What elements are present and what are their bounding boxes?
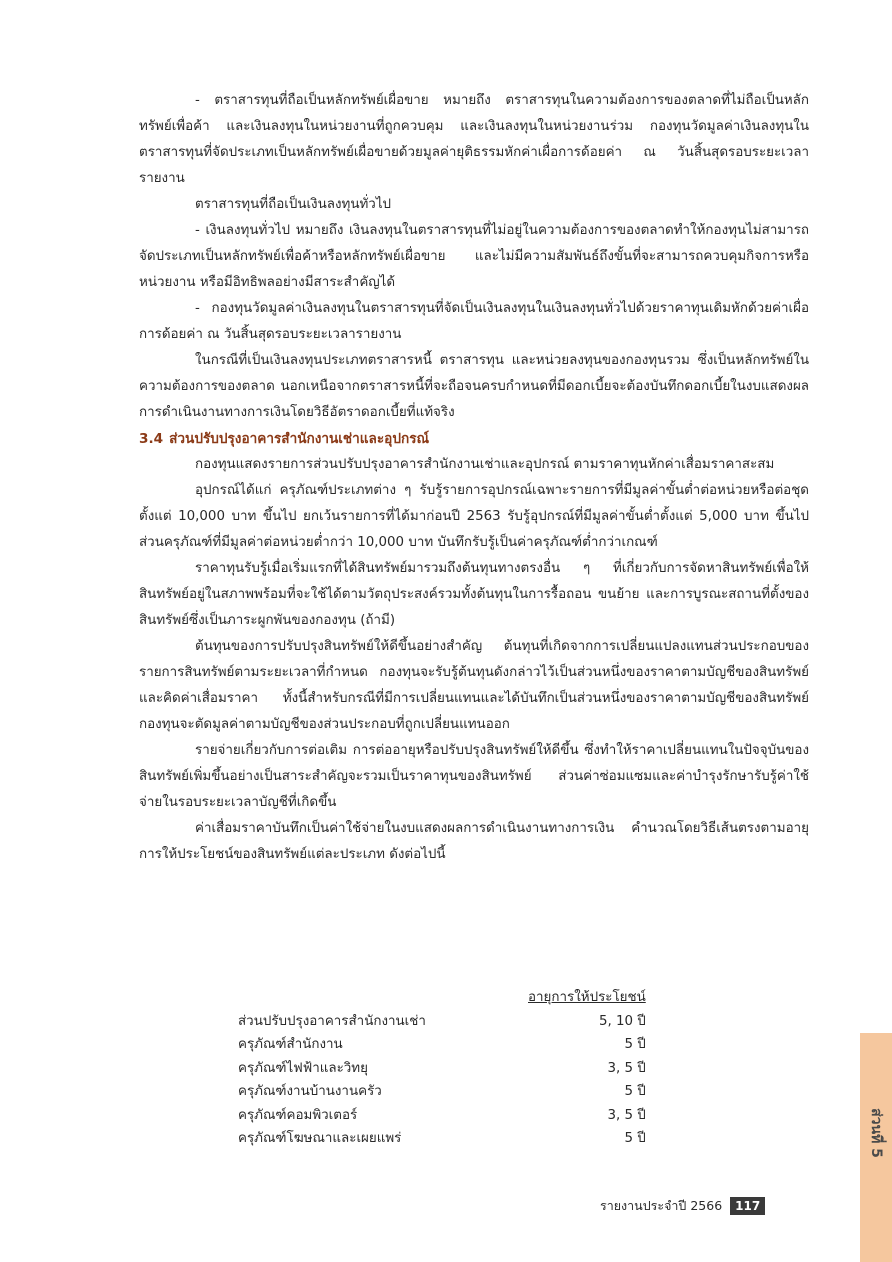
useful-life-table	[238, 986, 646, 1151]
table-row	[238, 1127, 646, 1151]
paragraph-section-intro: กองทุนแสดงรายการส่วนปรับปรุงอาคารสำนักงานเช่าและอุปกรณ์ ตามราคาทุนหักค่าเสื่อมราคาสะสม	[195, 457, 775, 472]
paragraph-general-investment-definition: - เงินลงทุนทั่วไป หมายถึง เงินลงทุนในตราสารทุนที่ไม่อยู่ในความต้องการของตลาดทำให้กองทุนไม่สามารถจัดประเภทเป็นหลักทรัพย์เพื่อค้าหรือหลักทรัพย์เผื่อขาย และไม่มีความสัมพันธ์ถึงขั้นที่จะสามารถควบคุมกิจการหรือหน่วยงาน หรือมีอิทธิพลอย่างมีสาระสำคัญได้	[139, 223, 809, 290]
paragraph-available-for-sale: - ตราสารทุนที่ถือเป็นหลักทรัพย์เผื่อขาย หมายถึง ตราสารทุนในความต้องการของตลาดที่ไม่ถือเป็นหลักทรัพย์เพื่อค้า และเงินลงทุนในหน่วยงานที่ถูกควบคุม และเงินลงทุนในหน่วยงานร่วม กองทุนวัดมูลค่าเงินลงทุนในตราสารทุนที่จัดประเภทเป็นหลักทรัพย์เผื่อขายด้วยมูลค่ายุติธรรมหักค่าเผื่อการด้อยค่า ณ วันสิ้นสุดรอบระยะเวลารายงาน	[139, 93, 809, 186]
paragraph-initial-cost: ราคาทุนรับรู้เมื่อเริ่มแรกที่ได้สินทรัพย์มารวมถึงต้นทุนทางตรงอื่น ๆ ที่เกี่ยวกับการจัดหาสินทรัพย์เพื่อให้สินทรัพย์อยู่ในสภาพพร้อมที่จะใช้ได้ตามวัตถุประสงค์รวมทั้งต้นทุนในการรื้อถอน ขนย้าย และการบูรณะสถานที่ตั้งของสินทรัพย์ซึ่งเป็นภาระผูกพันของกองทุน (ถ้ามี)	[139, 561, 809, 628]
page-footer	[600, 1196, 765, 1216]
table-row	[238, 1104, 646, 1128]
paragraph-extension-expense: รายจ่ายเกี่ยวกับการต่อเติม การต่ออายุหรือปรับปรุงสินทรัพย์ให้ดีขึ้น ซึ่งทำให้ราคาเปลี่ยนแทนในปัจจุบันของสินทรัพย์เพิ่มขึ้นอย่างเป็นสาระสำคัญจะรวมเป็นราคาทุนของสินทรัพย์ ส่วนค่าซ่อมแซมและค่าบำรุงรักษารับรู้ค่าใช้จ่ายในรอบระยะเวลาบัญชีที่เกิดขึ้น	[139, 743, 809, 810]
section-title: ส่วนปรับปรุงอาคารสำนักงานเช่าและอุปกรณ์	[169, 431, 430, 447]
useful-life-value: 3, 5 ปี	[607, 1107, 646, 1123]
useful-life-value: 5, 10 ปี	[598, 1013, 646, 1029]
asset-name: ครุภัณฑ์ไฟฟ้าและวิทยุ	[238, 1060, 368, 1076]
useful-life-value: 3, 5 ปี	[607, 1060, 646, 1076]
useful-life-value: 5 ปี	[624, 1037, 646, 1052]
table-row	[238, 1080, 646, 1104]
report-label: รายงานประจำปี 2566	[600, 1198, 723, 1213]
document-body	[139, 88, 809, 868]
paragraph-equipment-threshold: อุปกรณ์ได้แก่ ครุภัณฑ์ประเภทต่าง ๆ รับรู้รายการอุปกรณ์เฉพาะรายการที่มีมูลค่าขั้นต่ำต่อหน่วยหรือต่อชุด ตั้งแต่ 10,000 บาท ขึ้นไป ยกเว้นรายการที่ได้มาก่อนปี 2563 รับรู้อุปกรณ์ที่มีมูลค่าขั้นต่ำตั้งแต่ 5,000 บาท ขึ้นไป ส่วนครุภัณฑ์ที่มีมูลค่าต่อหน่วยต่ำกว่า 10,000 บาท บันทึกรับรู้เป็นค่าครุภัณฑ์ต่ำกว่าเกณฑ์	[139, 483, 809, 550]
section-side-tab	[860, 1033, 892, 1262]
side-tab-label: ส่วนที่ 5	[868, 1108, 884, 1158]
asset-name: ครุภัณฑ์คอมพิวเตอร์	[238, 1107, 358, 1123]
asset-name: ครุภัณฑ์งานบ้านงานครัว	[238, 1084, 382, 1099]
asset-name: ส่วนปรับปรุงอาคารสำนักงานเช่า	[238, 1013, 426, 1029]
useful-life-value: 5 ปี	[624, 1084, 646, 1099]
asset-name: ครุภัณฑ์โฆษณาและเผยแพร่	[238, 1131, 402, 1146]
section-number: 3.4	[139, 431, 164, 447]
table-row	[238, 1010, 646, 1034]
table-row	[238, 1057, 646, 1081]
table-header-row	[238, 986, 646, 1010]
paragraph-debt-securities: ในกรณีที่เป็นเงินลงทุนประเภทตราสารหนี้ ตราสารทุน และหน่วยลงทุนของกองทุนรวม ซึ่งเป็นหลักทรัพย์ในความต้องการของตลาด นอกเหนือจากตราสารหนี้ที่จะถือจนครบกำหนดที่มีดอกเบี้ยจะต้องบันทึกดอกเบี้ยในงบแสดงผลการดำเนินงานทางการเงินโดยวิธีอัตราดอกเบี้ยที่แท้จริง	[139, 353, 809, 420]
table-row	[238, 1033, 646, 1057]
useful-life-header: อายุการให้ประโยชน์	[528, 990, 646, 1005]
asset-name: ครุภัณฑ์สำนักงาน	[238, 1037, 343, 1052]
paragraph-improvement-cost: ต้นทุนของการปรับปรุงสินทรัพย์ให้ดีขึ้นอย่างสำคัญ ต้นทุนที่เกิดจากการเปลี่ยนแปลงแทนส่วนประกอบของรายการสินทรัพย์ตามระยะเวลาที่กำหนด กองทุนจะรับรู้ต้นทุนดังกล่าวไว้เป็นส่วนหนึ่งของราคาตามบัญชีของสินทรัพย์และคิดค่าเสื่อมราคา ทั้งนี้สำหรับกรณีที่มีการเปลี่ยนแทนและได้บันทึกเป็นส่วนหนึ่งของราคาตามบัญชีของสินทรัพย์ กองทุนจะตัดมูลค่าตามบัญชีของส่วนประกอบที่ถูกเปลี่ยนแทนออก	[139, 639, 809, 732]
paragraph-general-investment-measurement: - กองทุนวัดมูลค่าเงินลงทุนในตราสารทุนที่จัดเป็นเงินลงทุนในเงินลงทุนทั่วไปด้วยราคาทุนเดิมหักด้วยค่าเผื่อการด้อยค่า ณ วันสิ้นสุดรอบระยะเวลารายงาน	[139, 301, 809, 342]
useful-life-value: 5 ปี	[624, 1131, 646, 1146]
subheading-general-investment: ตราสารทุนที่ถือเป็นเงินลงทุนทั่วไป	[195, 197, 392, 212]
section-heading	[139, 426, 809, 452]
paragraph-depreciation: ค่าเสื่อมราคาบันทึกเป็นค่าใช้จ่ายในงบแสดงผลการดำเนินงานทางการเงิน คำนวณโดยวิธีเส้นตรงตามอายุการให้ประโยชน์ของสินทรัพย์แต่ละประเภท ดังต่อไปนี้	[139, 821, 809, 862]
page-number: 117	[730, 1197, 765, 1215]
